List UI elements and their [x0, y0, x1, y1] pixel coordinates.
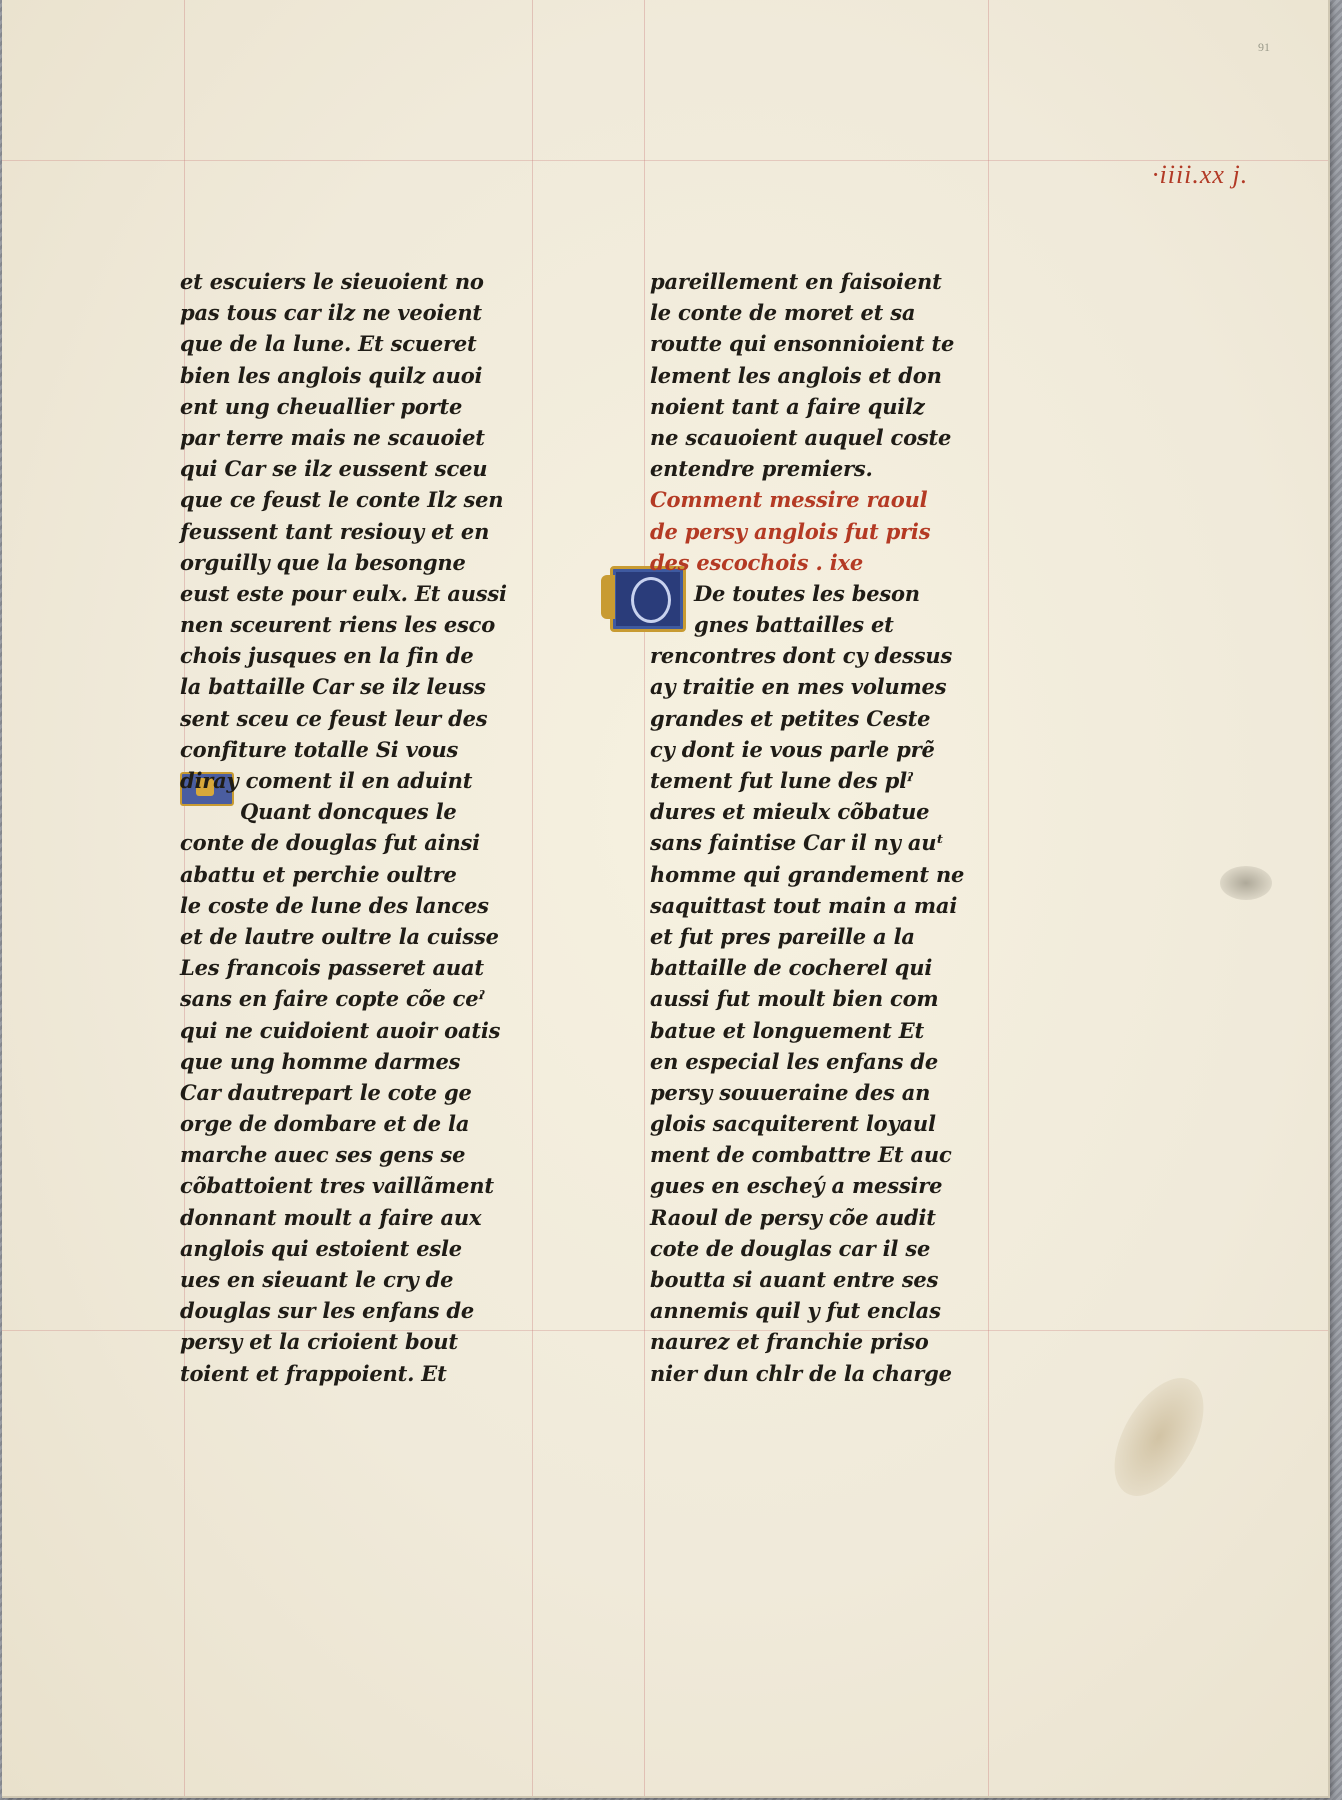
text-line: ay traitie en mes volumes: [650, 674, 947, 700]
text-line: battaille de cocherel qui: [650, 955, 933, 981]
text-line: orge de dombare et de la: [180, 1111, 470, 1137]
text-line: bien les anglois quilz auoi: [180, 362, 483, 388]
stain: [1096, 1363, 1222, 1511]
text-line: cy dont ie vous parle prẽ: [650, 736, 935, 762]
text-line: gnes battailles et: [694, 612, 894, 638]
text-line: marche auec ses gens se: [180, 1142, 466, 1168]
text-line: sans faintise Car il ny auᵗ: [650, 830, 944, 856]
stain: [1220, 866, 1272, 900]
rubric-line: de persy anglois fut pris: [650, 518, 931, 544]
text-line: chois jusques en la fin de: [180, 643, 474, 669]
text-line: que de la lune. Et scueret: [180, 331, 477, 357]
text-line: Raoul de persy cõe audit: [650, 1204, 936, 1230]
text-line: que ce feust le conte Ilz sen: [180, 487, 504, 513]
text-line: boutta si auant entre ses: [650, 1267, 939, 1292]
text-line: ment de combattre Et auc: [650, 1142, 952, 1168]
text-line: et de lautre oultre la cuisse: [180, 923, 499, 949]
folio-number: 91: [1258, 40, 1270, 54]
text-line: qui Car se ilz eussent sceu: [180, 456, 488, 482]
text-line: la battaille Car se ilz leuss: [180, 674, 486, 700]
text-line: abattu et perchie oultre: [180, 861, 457, 887]
left-text-column: [180, 266, 570, 1389]
text-line: sent sceu ce feust leur des: [180, 705, 488, 731]
text-line: ues en sieuant le cry de: [180, 1267, 454, 1292]
text-line: que ung homme darmes: [180, 1048, 461, 1074]
text-line: douglas sur les enfans de: [180, 1298, 475, 1324]
text-line: De toutes les beson: [694, 580, 920, 606]
text-line: toient et frappoient. Et: [180, 1360, 447, 1386]
text-line: feussent tant resiouy et en: [180, 518, 490, 544]
text-line: persy souueraine des an: [650, 1079, 931, 1105]
text-line: Car dautrepart le cote ge: [180, 1079, 472, 1105]
text-line: Quant doncques le: [240, 799, 457, 825]
rubric-line: Comment messire raoul: [650, 487, 928, 513]
text-line: naurez et franchie priso: [650, 1329, 929, 1355]
text-line: cote de douglas car il se: [650, 1235, 931, 1261]
text-line: cõbattoient tres vaillãment: [180, 1173, 494, 1199]
text-line: ent ung cheuallier porte: [180, 393, 463, 419]
rubric-line: des escochois . ixe: [650, 549, 864, 575]
running-heading: ·iiii.xx j.: [1152, 160, 1249, 189]
text-line: nier dun chlr de la charge: [650, 1360, 952, 1386]
text-line: rencontres dont cy dessus: [650, 643, 953, 669]
text-line: noient tant a faire quilz: [650, 393, 925, 419]
text-line: qui ne cuidoient auoir oatis: [180, 1017, 501, 1043]
text-line: conte de douglas fut ainsi: [180, 830, 480, 856]
ruling-line: [644, 0, 645, 1796]
text-line: aussi fut moult bien com: [650, 986, 939, 1012]
text-line: gues en escheý a messire: [650, 1173, 943, 1199]
text-line: tement fut lune des plˀ: [650, 768, 914, 793]
right-text-column: [650, 266, 1030, 1389]
text-line: pas tous car ilz ne veoient: [180, 300, 482, 326]
text-line: nen sceurent riens les esco: [180, 612, 496, 638]
text-line: par terre mais ne scauoiet: [180, 424, 485, 450]
text-line: anglois qui estoient esle: [180, 1235, 462, 1261]
text-line: eust este pour eulx. Et aussi: [180, 580, 507, 606]
manuscript-folio: [2, 0, 1330, 1798]
text-line: et fut pres pareille a la: [650, 923, 915, 949]
text-line: routte qui ensonnioient te: [650, 331, 955, 357]
text-line: le conte de moret et sa: [650, 300, 916, 326]
text-line: pareillement en faisoient: [650, 269, 942, 294]
text-line: annemis quil y fut enclas: [650, 1298, 941, 1324]
text-line: le coste de lune des lances: [180, 892, 489, 918]
text-line: batue et longuement Et: [650, 1017, 925, 1043]
text-line: et escuiers le sieuoient no: [180, 269, 484, 294]
text-line: sans en faire copte cõe ceˀ: [180, 986, 485, 1012]
text-line: ne scauoient auquel coste: [650, 424, 952, 450]
text-line: dures et mieulx cõbatue: [650, 799, 930, 825]
text-line: entendre premiers.: [650, 456, 873, 482]
ruling-line: [2, 160, 1328, 161]
text-line: persy et la crioient bout: [180, 1329, 458, 1355]
text-line: donnant moult a faire aux: [180, 1204, 482, 1230]
text-line: confiture totalle Si vous: [180, 736, 459, 762]
text-line: Les francois passeret auat: [180, 955, 484, 981]
text-line: grandes et petites Ceste: [650, 705, 931, 731]
text-line: homme qui grandement ne: [650, 861, 965, 887]
text-line: glois sacquiterent loyaul: [650, 1111, 936, 1137]
text-line: saquittast tout main a mai: [650, 892, 958, 918]
text-line: orguilly que la besongne: [180, 549, 466, 575]
text-line: en especial les enfans de: [650, 1048, 939, 1074]
text-line: lement les anglois et don: [650, 362, 942, 388]
text-line: diray coment il en aduint: [180, 768, 473, 793]
